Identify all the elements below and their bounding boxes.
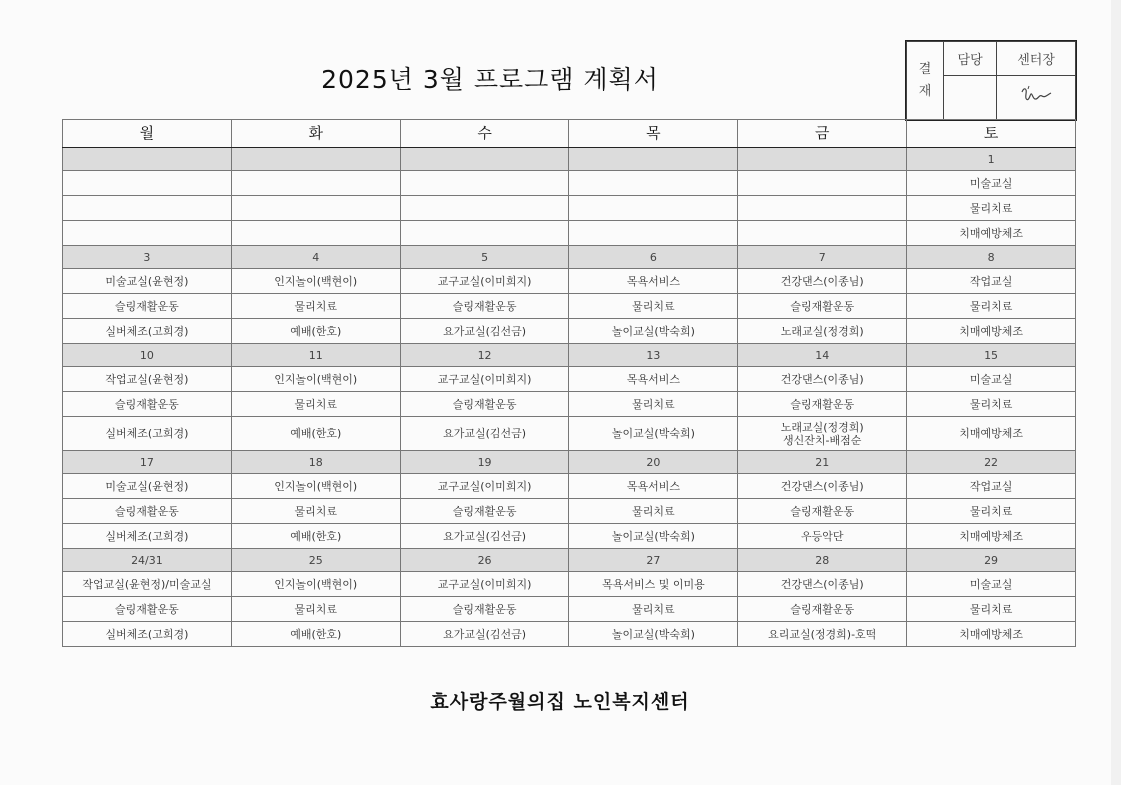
date-cell: 27: [569, 549, 738, 572]
date-cell: 20: [569, 451, 738, 474]
date-cell: [569, 148, 738, 171]
program-cell: 인지놀이(백현이): [231, 572, 400, 597]
approval-staff-sign-cell: [944, 76, 997, 120]
date-row: [63, 344, 1076, 367]
date-cell: 12: [400, 344, 569, 367]
program-cell: 건강댄스(이종님): [738, 269, 907, 294]
program-row: [63, 474, 1076, 499]
program-cell: 인지놀이(백현이): [231, 367, 400, 392]
program-cell: 노래교실(정경희) 생신잔치-배점순: [738, 417, 907, 451]
program-row: [63, 524, 1076, 549]
program-cell: 물리치료: [569, 499, 738, 524]
program-cell: 미술교실: [907, 367, 1076, 392]
program-cell: 물리치료: [907, 392, 1076, 417]
program-cell: 치매예방체조: [907, 319, 1076, 344]
program-cell: 슬링재활운동: [738, 499, 907, 524]
program-cell: 물리치료: [231, 499, 400, 524]
program-cell: 치매예방체조: [907, 417, 1076, 451]
program-cell: 요리교실(정경희)-호떡: [738, 622, 907, 647]
date-cell: [231, 148, 400, 171]
program-cell: 요가교실(김선금): [400, 524, 569, 549]
program-cell: [738, 221, 907, 246]
program-cell: 물리치료: [231, 392, 400, 417]
program-row: [63, 171, 1076, 196]
program-cell: [400, 196, 569, 221]
approval-label-2: 재: [918, 83, 932, 99]
program-row: [63, 622, 1076, 647]
program-cell: 실버체조(고희경): [63, 417, 232, 451]
program-cell: [231, 171, 400, 196]
program-cell: 슬링재활운동: [400, 597, 569, 622]
date-cell: 6: [569, 246, 738, 269]
organization-name: 효사랑주월의집 노인복지센터: [430, 691, 690, 713]
program-cell: 물리치료: [907, 597, 1076, 622]
program-cell: 물리치료: [569, 392, 738, 417]
program-cell: [738, 196, 907, 221]
date-cell: 14: [738, 344, 907, 367]
program-cell: 물리치료: [907, 499, 1076, 524]
program-cell: 건강댄스(이종님): [738, 572, 907, 597]
program-cell: 인지놀이(백현이): [231, 474, 400, 499]
date-cell: 25: [231, 549, 400, 572]
program-cell: 교구교실(이미희지): [400, 367, 569, 392]
date-cell: 4: [231, 246, 400, 269]
program-cell: [569, 171, 738, 196]
program-cell: 인지놀이(백현이): [231, 269, 400, 294]
program-cell: 물리치료: [907, 196, 1076, 221]
program-cell: 놀이교실(박숙희): [569, 524, 738, 549]
program-cell: 교구교실(이미희지): [400, 572, 569, 597]
program-cell: 미술교실: [907, 171, 1076, 196]
date-cell: 5: [400, 246, 569, 269]
program-cell: 예배(한호): [231, 524, 400, 549]
program-cell: 슬링재활운동: [400, 294, 569, 319]
schedule-table: [62, 119, 1076, 647]
program-row: [63, 572, 1076, 597]
date-cell: 19: [400, 451, 569, 474]
date-cell: 18: [231, 451, 400, 474]
date-cell: 10: [63, 344, 232, 367]
date-cell: 1: [907, 148, 1076, 171]
date-cell: [738, 148, 907, 171]
program-cell: [400, 171, 569, 196]
approval-col-director: 센터장: [997, 42, 1076, 76]
program-cell: 물리치료: [907, 294, 1076, 319]
program-cell: 요가교실(김선금): [400, 319, 569, 344]
date-cell: 11: [231, 344, 400, 367]
approval-box: [905, 40, 1077, 121]
program-cell: 실버체조(고희경): [63, 524, 232, 549]
date-row: [63, 246, 1076, 269]
program-cell: 건강댄스(이종님): [738, 474, 907, 499]
program-cell: 교구교실(이미희지): [400, 269, 569, 294]
document-title: 2025년 3월 프로그램 계획서: [321, 65, 659, 94]
program-cell: 미술교실(윤현정): [63, 474, 232, 499]
date-cell: 17: [63, 451, 232, 474]
date-cell: [400, 148, 569, 171]
date-cell: 15: [907, 344, 1076, 367]
program-cell: 실버체조(고희경): [63, 622, 232, 647]
program-cell: 목욕서비스 및 이미용: [569, 572, 738, 597]
program-cell: 치매예방체조: [907, 622, 1076, 647]
program-cell: [231, 196, 400, 221]
program-cell: 놀이교실(박숙희): [569, 622, 738, 647]
program-cell: 목욕서비스: [569, 367, 738, 392]
program-row: [63, 196, 1076, 221]
date-row: [63, 451, 1076, 474]
date-cell: 24/31: [63, 549, 232, 572]
program-row: [63, 597, 1076, 622]
program-cell: 치매예방체조: [907, 221, 1076, 246]
program-cell: 작업교실: [907, 474, 1076, 499]
program-cell: 목욕서비스: [569, 474, 738, 499]
program-cell: [738, 171, 907, 196]
program-cell: 슬링재활운동: [63, 294, 232, 319]
program-cell: 노래교실(정경희): [738, 319, 907, 344]
program-row: [63, 294, 1076, 319]
program-row: [63, 269, 1076, 294]
date-cell: 26: [400, 549, 569, 572]
program-cell: 미술교실: [907, 572, 1076, 597]
program-cell: 놀이교실(박숙희): [569, 319, 738, 344]
program-cell: 물리치료: [569, 597, 738, 622]
program-cell: 치매예방체조: [907, 524, 1076, 549]
program-cell: [569, 221, 738, 246]
program-cell: 작업교실: [907, 269, 1076, 294]
program-cell: 슬링재활운동: [63, 392, 232, 417]
program-cell: 예배(한호): [231, 622, 400, 647]
program-cell: 슬링재활운동: [63, 597, 232, 622]
date-row: [63, 549, 1076, 572]
program-cell: 건강댄스(이종님): [738, 367, 907, 392]
program-cell: 교구교실(이미희지): [400, 474, 569, 499]
program-cell: 작업교실(윤현정)/미술교실: [63, 572, 232, 597]
weekday-header-row: [63, 120, 1076, 148]
date-cell: 7: [738, 246, 907, 269]
approval-label: [907, 42, 944, 120]
program-row: [63, 367, 1076, 392]
program-cell: 슬링재활운동: [63, 499, 232, 524]
approval-label-1: 결: [918, 61, 932, 77]
program-cell: 물리치료: [231, 294, 400, 319]
program-cell: 목욕서비스: [569, 269, 738, 294]
program-cell: 실버체조(고희경): [63, 319, 232, 344]
date-cell: 3: [63, 246, 232, 269]
approval-director-sign-cell: [997, 76, 1076, 120]
program-cell: 슬링재활운동: [738, 597, 907, 622]
date-cell: 29: [907, 549, 1076, 572]
weekday-header: 목: [569, 120, 738, 148]
signature-icon: [1019, 84, 1053, 108]
program-cell: 물리치료: [231, 597, 400, 622]
program-row: [63, 392, 1076, 417]
program-cell: 슬링재활운동: [400, 392, 569, 417]
program-cell: 물리치료: [569, 294, 738, 319]
weekday-header: 금: [738, 120, 907, 148]
page-edge: [1111, 0, 1121, 785]
weekday-header: 토: [907, 120, 1076, 148]
date-cell: 8: [907, 246, 1076, 269]
date-cell: 28: [738, 549, 907, 572]
weekday-header: 수: [400, 120, 569, 148]
approval-col-staff: 담당: [944, 42, 997, 76]
program-cell: 슬링재활운동: [400, 499, 569, 524]
program-row: [63, 417, 1076, 451]
program-cell: 예배(한호): [231, 417, 400, 451]
program-cell: [63, 171, 232, 196]
program-cell: 미술교실(윤현정): [63, 269, 232, 294]
program-cell: [63, 196, 232, 221]
program-cell: [569, 196, 738, 221]
program-cell: [400, 221, 569, 246]
program-cell: 요가교실(김선금): [400, 417, 569, 451]
date-cell: [63, 148, 232, 171]
program-cell: [63, 221, 232, 246]
program-row: [63, 221, 1076, 246]
program-cell: [231, 221, 400, 246]
date-cell: 22: [907, 451, 1076, 474]
program-row: [63, 499, 1076, 524]
program-cell: 예배(한호): [231, 319, 400, 344]
program-row: [63, 319, 1076, 344]
program-cell: 작업교실(윤현정): [63, 367, 232, 392]
weekday-header: 월: [63, 120, 232, 148]
date-cell: 21: [738, 451, 907, 474]
program-cell: 슬링재활운동: [738, 294, 907, 319]
program-cell: 요가교실(김선금): [400, 622, 569, 647]
date-row: [63, 148, 1076, 171]
weekday-header: 화: [231, 120, 400, 148]
program-cell: 우등악단: [738, 524, 907, 549]
date-cell: 13: [569, 344, 738, 367]
program-cell: 슬링재활운동: [738, 392, 907, 417]
program-cell: 놀이교실(박숙희): [569, 417, 738, 451]
